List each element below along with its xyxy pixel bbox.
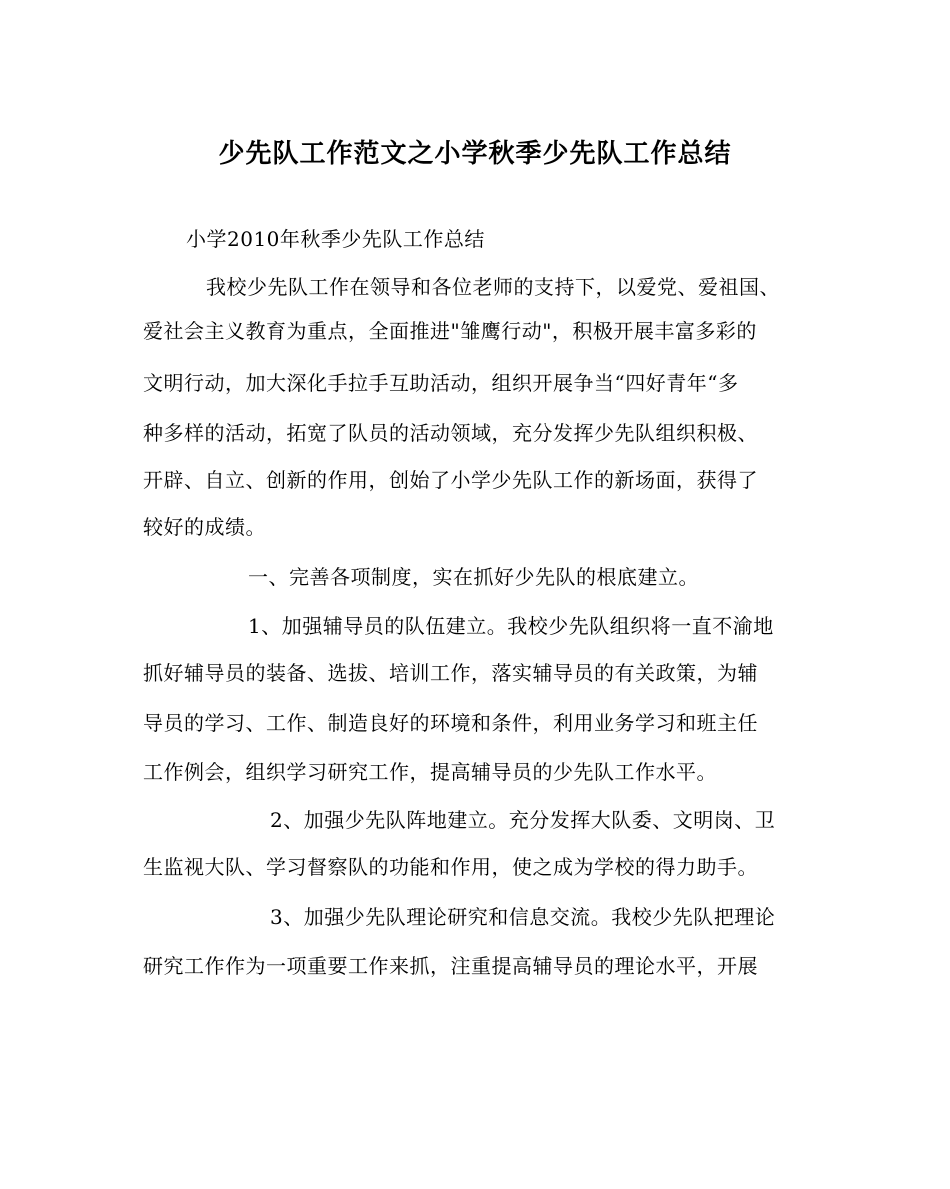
section-heading: 一、完善各项制度，实在抓好少先队的根底建立。 — [248, 565, 699, 589]
paragraph-line: 开辟、自立、创新的作用，创始了小学少先队工作的新场面，获得了 — [143, 468, 758, 492]
paragraph-line: 3、加强少先队理论研究和信息交流。我校少先队把理论 — [270, 905, 776, 929]
paragraph-line: 生监视大队、学习督察队的功能和作用，使之成为学校的得力助手。 — [143, 855, 758, 879]
paragraph-line: 导员的学习、工作、制造良好的环境和条件，利用业务学习和班主任 — [143, 711, 758, 735]
document-title: 少先队工作范文之小学秋季少先队工作总结 — [218, 139, 732, 169]
paragraph-line: 种多样的活动，拓宽了队员的活动领域，充分发挥少先队组织积极、 — [143, 421, 758, 445]
paragraph-line: 爱社会主义教育为重点，全面推进"雏鹰行动"，积极开展丰富多彩的 — [143, 319, 757, 343]
paragraph-line: 抓好辅导员的装备、选拔、培训工作，落实辅导员的有关政策，为辅 — [143, 661, 758, 685]
paragraph-line: 工作例会，组织学习研究工作，提高辅导员的少先队工作水平。 — [143, 760, 717, 784]
paragraph-line: 较好的成绩。 — [143, 515, 266, 539]
paragraph-line: 1、加强辅导员的队伍建立。我校少先队组织将一直不渝地 — [248, 614, 774, 638]
paragraph-line: 研究工作作为一项重要工作来抓，注重提高辅导员的理论水平，开展 — [143, 954, 758, 978]
document-subtitle: 小学2010年秋季少先队工作总结 — [186, 227, 485, 251]
paragraph-line: 2、加强少先队阵地建立。充分发挥大队委、文明岗、卫 — [270, 808, 776, 832]
paragraph-line: 我校少先队工作在领导和各位老师的支持下，以爱党、爱祖国、 — [206, 275, 780, 299]
paragraph-line: 文明行动，加大深化手拉手互助活动，组织开展争当“四好青年“多 — [143, 371, 739, 395]
